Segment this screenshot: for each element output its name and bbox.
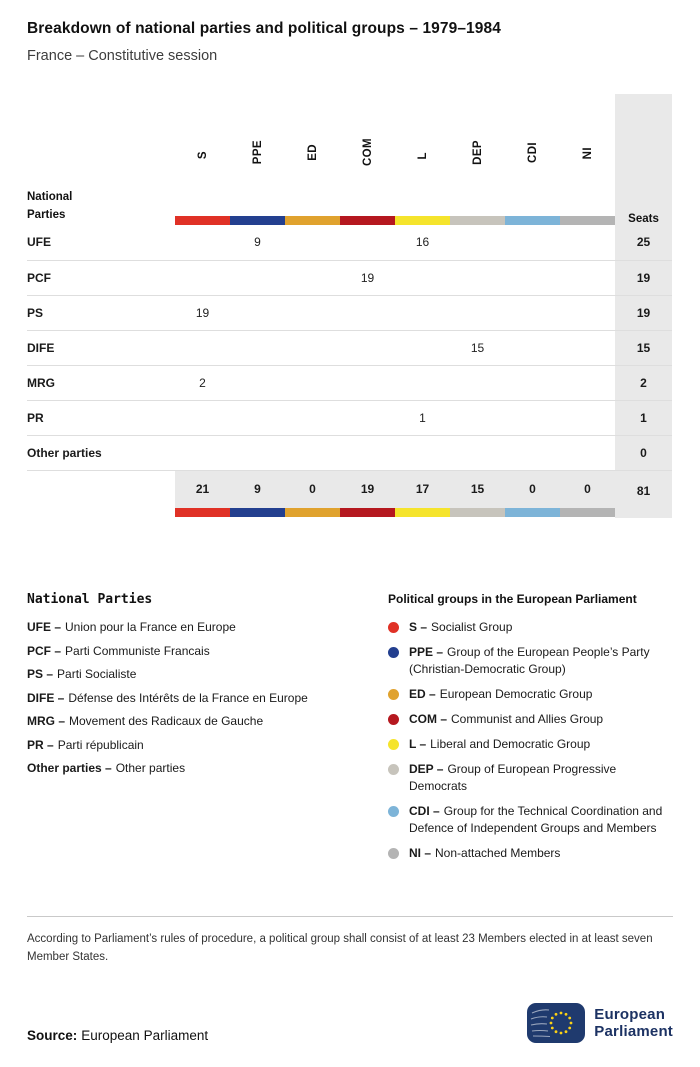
value-cell	[230, 295, 285, 330]
party-name: PCF	[27, 260, 175, 295]
group-color-bar	[560, 508, 615, 517]
seats-cell: 15	[615, 330, 672, 365]
source-label: Source:	[27, 1027, 78, 1043]
party-row-pcf	[27, 260, 672, 295]
value-cell	[340, 435, 395, 470]
party-name: PS	[27, 295, 175, 330]
value-cell	[450, 260, 505, 295]
totals-spacer	[27, 470, 175, 518]
group-color-bar	[230, 216, 285, 225]
value-cell	[340, 295, 395, 330]
group-color-bar	[340, 508, 395, 517]
political-groups-legend	[388, 592, 673, 870]
party-name: PR	[27, 400, 175, 435]
group-color-bar	[395, 216, 450, 225]
page-title: Breakdown of national parties and political groups – 1979–1984	[27, 20, 501, 37]
value-cell: 9	[230, 225, 285, 260]
value-cell	[285, 260, 340, 295]
value-cell: 1	[395, 400, 450, 435]
value-cell	[395, 260, 450, 295]
group-color-dot	[388, 689, 399, 700]
column-header-ed: ED	[306, 144, 319, 161]
group-color-dot	[388, 764, 399, 775]
legend-item: DIFE – Défense des Intérêts de la France en Europe	[27, 690, 308, 705]
value-cell	[560, 400, 615, 435]
value-cell	[285, 330, 340, 365]
column-header-ppe: PPE	[251, 140, 264, 165]
total-cell: 19	[340, 470, 395, 518]
legend-section	[27, 592, 673, 870]
group-color-bar	[230, 508, 285, 517]
value-cell: 15	[450, 330, 505, 365]
seats-cell: 1	[615, 400, 672, 435]
value-cell	[230, 435, 285, 470]
legend-item: MRG – Movement des Radicaux de Gauche	[27, 714, 264, 728]
legend-item: PR – Parti républicain	[27, 737, 144, 752]
value-cell	[175, 330, 230, 365]
legend-item: DEP – Group of European Progressive Democrats	[388, 761, 673, 795]
value-cell	[560, 260, 615, 295]
total-cell: 0	[560, 470, 615, 518]
party-row-other	[27, 435, 672, 470]
breakdown-table	[27, 94, 672, 518]
national-parties-legend-title: National Parties	[27, 592, 153, 607]
value-cell	[175, 225, 230, 260]
party-name: UFE	[27, 225, 175, 260]
row-header-label	[27, 94, 175, 225]
total-cell: 0	[505, 470, 560, 518]
national-parties-legend	[27, 592, 388, 870]
value-cell	[340, 365, 395, 400]
party-row-ps	[27, 295, 672, 330]
legend-item: NI – Non-attached Members	[388, 845, 673, 862]
column-header-s: S	[196, 150, 209, 159]
value-cell	[450, 365, 505, 400]
value-cell	[285, 400, 340, 435]
group-color-dot	[388, 806, 399, 817]
page-subtitle: France – Constitutive session	[27, 48, 218, 64]
seats-cell: 25	[615, 225, 672, 260]
value-cell	[505, 260, 560, 295]
value-cell	[505, 435, 560, 470]
value-cell	[395, 435, 450, 470]
group-color-bar	[505, 216, 560, 225]
logo-text: European Parliament	[594, 1005, 673, 1040]
value-cell	[340, 225, 395, 260]
value-cell	[230, 400, 285, 435]
group-color-dot	[388, 848, 399, 859]
value-cell	[175, 260, 230, 295]
column-header-com: COM	[361, 138, 374, 167]
value-cell: 16	[395, 225, 450, 260]
value-cell: 2	[175, 365, 230, 400]
value-cell	[505, 365, 560, 400]
value-cell	[230, 260, 285, 295]
group-color-dot	[388, 714, 399, 725]
total-cell: 21	[175, 470, 230, 518]
value-cell	[340, 330, 395, 365]
total-cell: 0	[285, 470, 340, 518]
total-cell: 9	[230, 470, 285, 518]
party-row-dife	[27, 330, 672, 365]
row-header-line2: Parties	[27, 209, 66, 222]
legend-item: PPE – Group of the European People’s Party (Christian-Democratic Group)	[388, 644, 673, 678]
seats-cell: 19	[615, 260, 672, 295]
legend-item: S – Socialist Group	[388, 619, 673, 636]
group-color-dot	[388, 622, 399, 633]
party-name: DIFE	[27, 330, 175, 365]
party-row-pr	[27, 400, 672, 435]
totals-row	[27, 470, 672, 518]
legend-item: UFE – Union pour la France en Europe	[27, 620, 236, 634]
value-cell	[395, 295, 450, 330]
source-value: European Parliament	[81, 1027, 209, 1043]
value-cell	[560, 365, 615, 400]
european-parliament-icon	[527, 1003, 585, 1043]
value-cell	[175, 400, 230, 435]
party-row-mrg	[27, 365, 672, 400]
group-color-bar	[450, 508, 505, 517]
value-cell	[450, 295, 505, 330]
group-color-bar	[395, 508, 450, 517]
group-color-bar	[450, 216, 505, 225]
group-color-bar	[285, 508, 340, 517]
total-seats-cell: 81	[615, 470, 672, 518]
legend-item: COM – Communist and Allies Group	[388, 711, 673, 728]
value-cell	[175, 435, 230, 470]
group-color-bar	[340, 216, 395, 225]
legend-item: ED – European Democratic Group	[388, 686, 673, 703]
source-line	[27, 1028, 208, 1043]
value-cell: 19	[175, 295, 230, 330]
column-header-dep: DEP	[471, 140, 484, 165]
seats-cell: 2	[615, 365, 672, 400]
group-color-bar	[560, 216, 615, 225]
seats-cell: 19	[615, 295, 672, 330]
group-color-bar	[285, 216, 340, 225]
legend-item: PS – Parti Socialiste	[27, 667, 137, 681]
group-color-bar	[175, 508, 230, 517]
legend-item: L – Liberal and Democratic Group	[388, 736, 673, 753]
party-row-ufe	[27, 225, 672, 260]
value-cell	[230, 330, 285, 365]
value-cell	[560, 435, 615, 470]
legend-item: PCF – Parti Communiste Francais	[27, 643, 210, 658]
value-cell	[505, 295, 560, 330]
group-color-dot	[388, 739, 399, 750]
column-header-ni: NI	[581, 146, 594, 159]
row-header-line1: National	[27, 191, 73, 204]
value-cell	[560, 330, 615, 365]
value-cell	[285, 435, 340, 470]
total-cell: 17	[395, 470, 450, 518]
value-cell	[450, 435, 505, 470]
group-color-bar	[505, 508, 560, 517]
column-header-cdi: CDI	[526, 141, 539, 163]
value-cell	[560, 225, 615, 260]
footnote: According to Parliament’s rules of procedure, a political group shall consist of at least 23 Members elected in at least seven Member States.	[27, 916, 673, 967]
political-groups-legend-title: Political groups in the European Parliament	[388, 592, 637, 606]
value-cell	[505, 400, 560, 435]
value-cell	[395, 330, 450, 365]
column-header-l: L	[416, 151, 429, 159]
legend-item: CDI – Group for the Technical Coordination and Defence of Independent Groups and Members	[388, 803, 673, 837]
legend-item: Other parties – Other parties	[27, 761, 186, 775]
value-cell	[285, 295, 340, 330]
party-name: Other parties	[27, 435, 175, 470]
value-cell	[340, 400, 395, 435]
footer-row	[27, 1003, 673, 1043]
value-cell	[560, 295, 615, 330]
party-name: MRG	[27, 365, 175, 400]
header-row	[27, 94, 672, 216]
group-color-bar	[175, 216, 230, 225]
value-cell	[450, 225, 505, 260]
group-color-dot	[388, 647, 399, 658]
value-cell	[285, 365, 340, 400]
value-cell	[450, 400, 505, 435]
value-cell	[505, 225, 560, 260]
european-parliament-logo	[527, 1003, 673, 1043]
value-cell	[395, 365, 450, 400]
value-cell: 19	[340, 260, 395, 295]
seats-cell: 0	[615, 435, 672, 470]
value-cell	[285, 225, 340, 260]
total-cell: 15	[450, 470, 505, 518]
value-cell	[505, 330, 560, 365]
value-cell	[230, 365, 285, 400]
column-header-seats: Seats	[615, 94, 672, 225]
